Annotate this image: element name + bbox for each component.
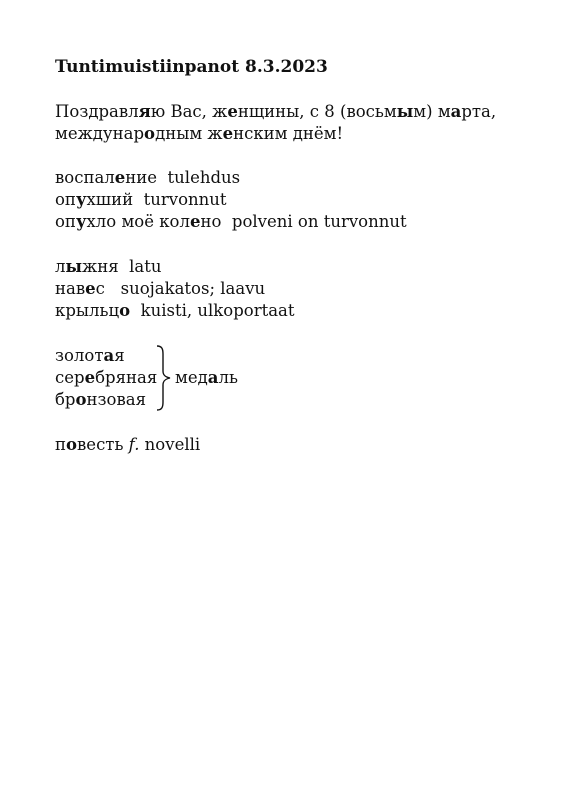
text-segment: хший turvonnut <box>86 190 227 209</box>
vocab-line-inflammation <box>55 167 240 189</box>
greeting-line-1 <box>55 101 496 123</box>
vocab-line-ski-track <box>55 256 161 278</box>
stress-mark: а <box>207 368 219 387</box>
vocab-line-shelter <box>55 278 265 300</box>
text-segment: ю Вас, ж <box>150 102 228 121</box>
text-segment: хло моё кол <box>86 212 190 231</box>
stress-mark: о <box>144 124 156 143</box>
text-segment: мед <box>175 368 208 387</box>
text-segment: нзовая <box>86 390 146 409</box>
text-segment: м) м <box>413 102 451 121</box>
medal-silver <box>55 367 157 389</box>
text-segment: нав <box>55 279 86 298</box>
stress-mark: о <box>119 301 131 320</box>
greeting-line-2 <box>55 123 343 145</box>
text-segment: но polveni on turvonnut <box>200 212 407 231</box>
text-segment: Поздравл <box>55 102 139 121</box>
text-segment: kuisti, ulkoportaat <box>130 301 295 320</box>
text-segment: оп <box>55 212 76 231</box>
stress-mark: ы <box>65 257 83 276</box>
text-segment: я <box>114 346 125 365</box>
text-segment: весть <box>77 435 129 454</box>
text-segment: п <box>55 435 66 454</box>
text-segment: с suojakatos; laavu <box>95 279 266 298</box>
stress-mark: у <box>75 190 87 209</box>
vocab-line-swollen-knee <box>55 211 407 233</box>
stress-mark: е <box>85 279 96 298</box>
stress-mark: о <box>75 390 87 409</box>
text-segment: сер <box>55 368 85 387</box>
text-segment: л <box>55 257 66 276</box>
text-segment: ние tulehdus <box>125 168 241 187</box>
page-title: Tuntimuistiinpanot 8.3.2023 <box>55 57 328 77</box>
text-segment: междунар <box>55 124 145 143</box>
text-segment: рта, <box>461 102 497 121</box>
text-segment: крыльц <box>55 301 120 320</box>
medal-word <box>175 367 238 389</box>
grammar-abbrev: f. <box>128 435 140 454</box>
medal-gold <box>55 345 125 367</box>
stress-mark: я <box>138 102 151 121</box>
text-segment: бр <box>55 390 76 409</box>
stress-mark: е <box>227 102 238 121</box>
stress-mark: а <box>450 102 462 121</box>
curly-brace-icon <box>155 344 173 412</box>
stress-mark: ы <box>396 102 414 121</box>
text-segment: нщины, с 8 (восьм <box>237 102 397 121</box>
stress-mark: е <box>222 124 234 143</box>
text-segment: ль <box>218 368 238 387</box>
stress-mark: е <box>84 368 96 387</box>
vocab-line-novella <box>55 434 200 456</box>
text-segment: дным ж <box>155 124 223 143</box>
text-segment: золот <box>55 346 104 365</box>
vocab-line-porch <box>55 300 295 322</box>
stress-mark: а <box>103 346 115 365</box>
text-segment: бряная <box>95 368 158 387</box>
text-segment: воспал <box>55 168 115 187</box>
stress-mark: е <box>189 212 201 231</box>
text-segment: нским днём! <box>233 124 344 143</box>
text-segment: оп <box>55 190 76 209</box>
stress-mark: у <box>75 212 87 231</box>
vocab-line-swollen <box>55 189 227 211</box>
stress-mark: о <box>66 435 78 454</box>
text-segment: novelli <box>139 435 201 454</box>
text-segment: жня latu <box>82 257 162 276</box>
medal-bronze <box>55 389 146 411</box>
stress-mark: е <box>114 168 126 187</box>
